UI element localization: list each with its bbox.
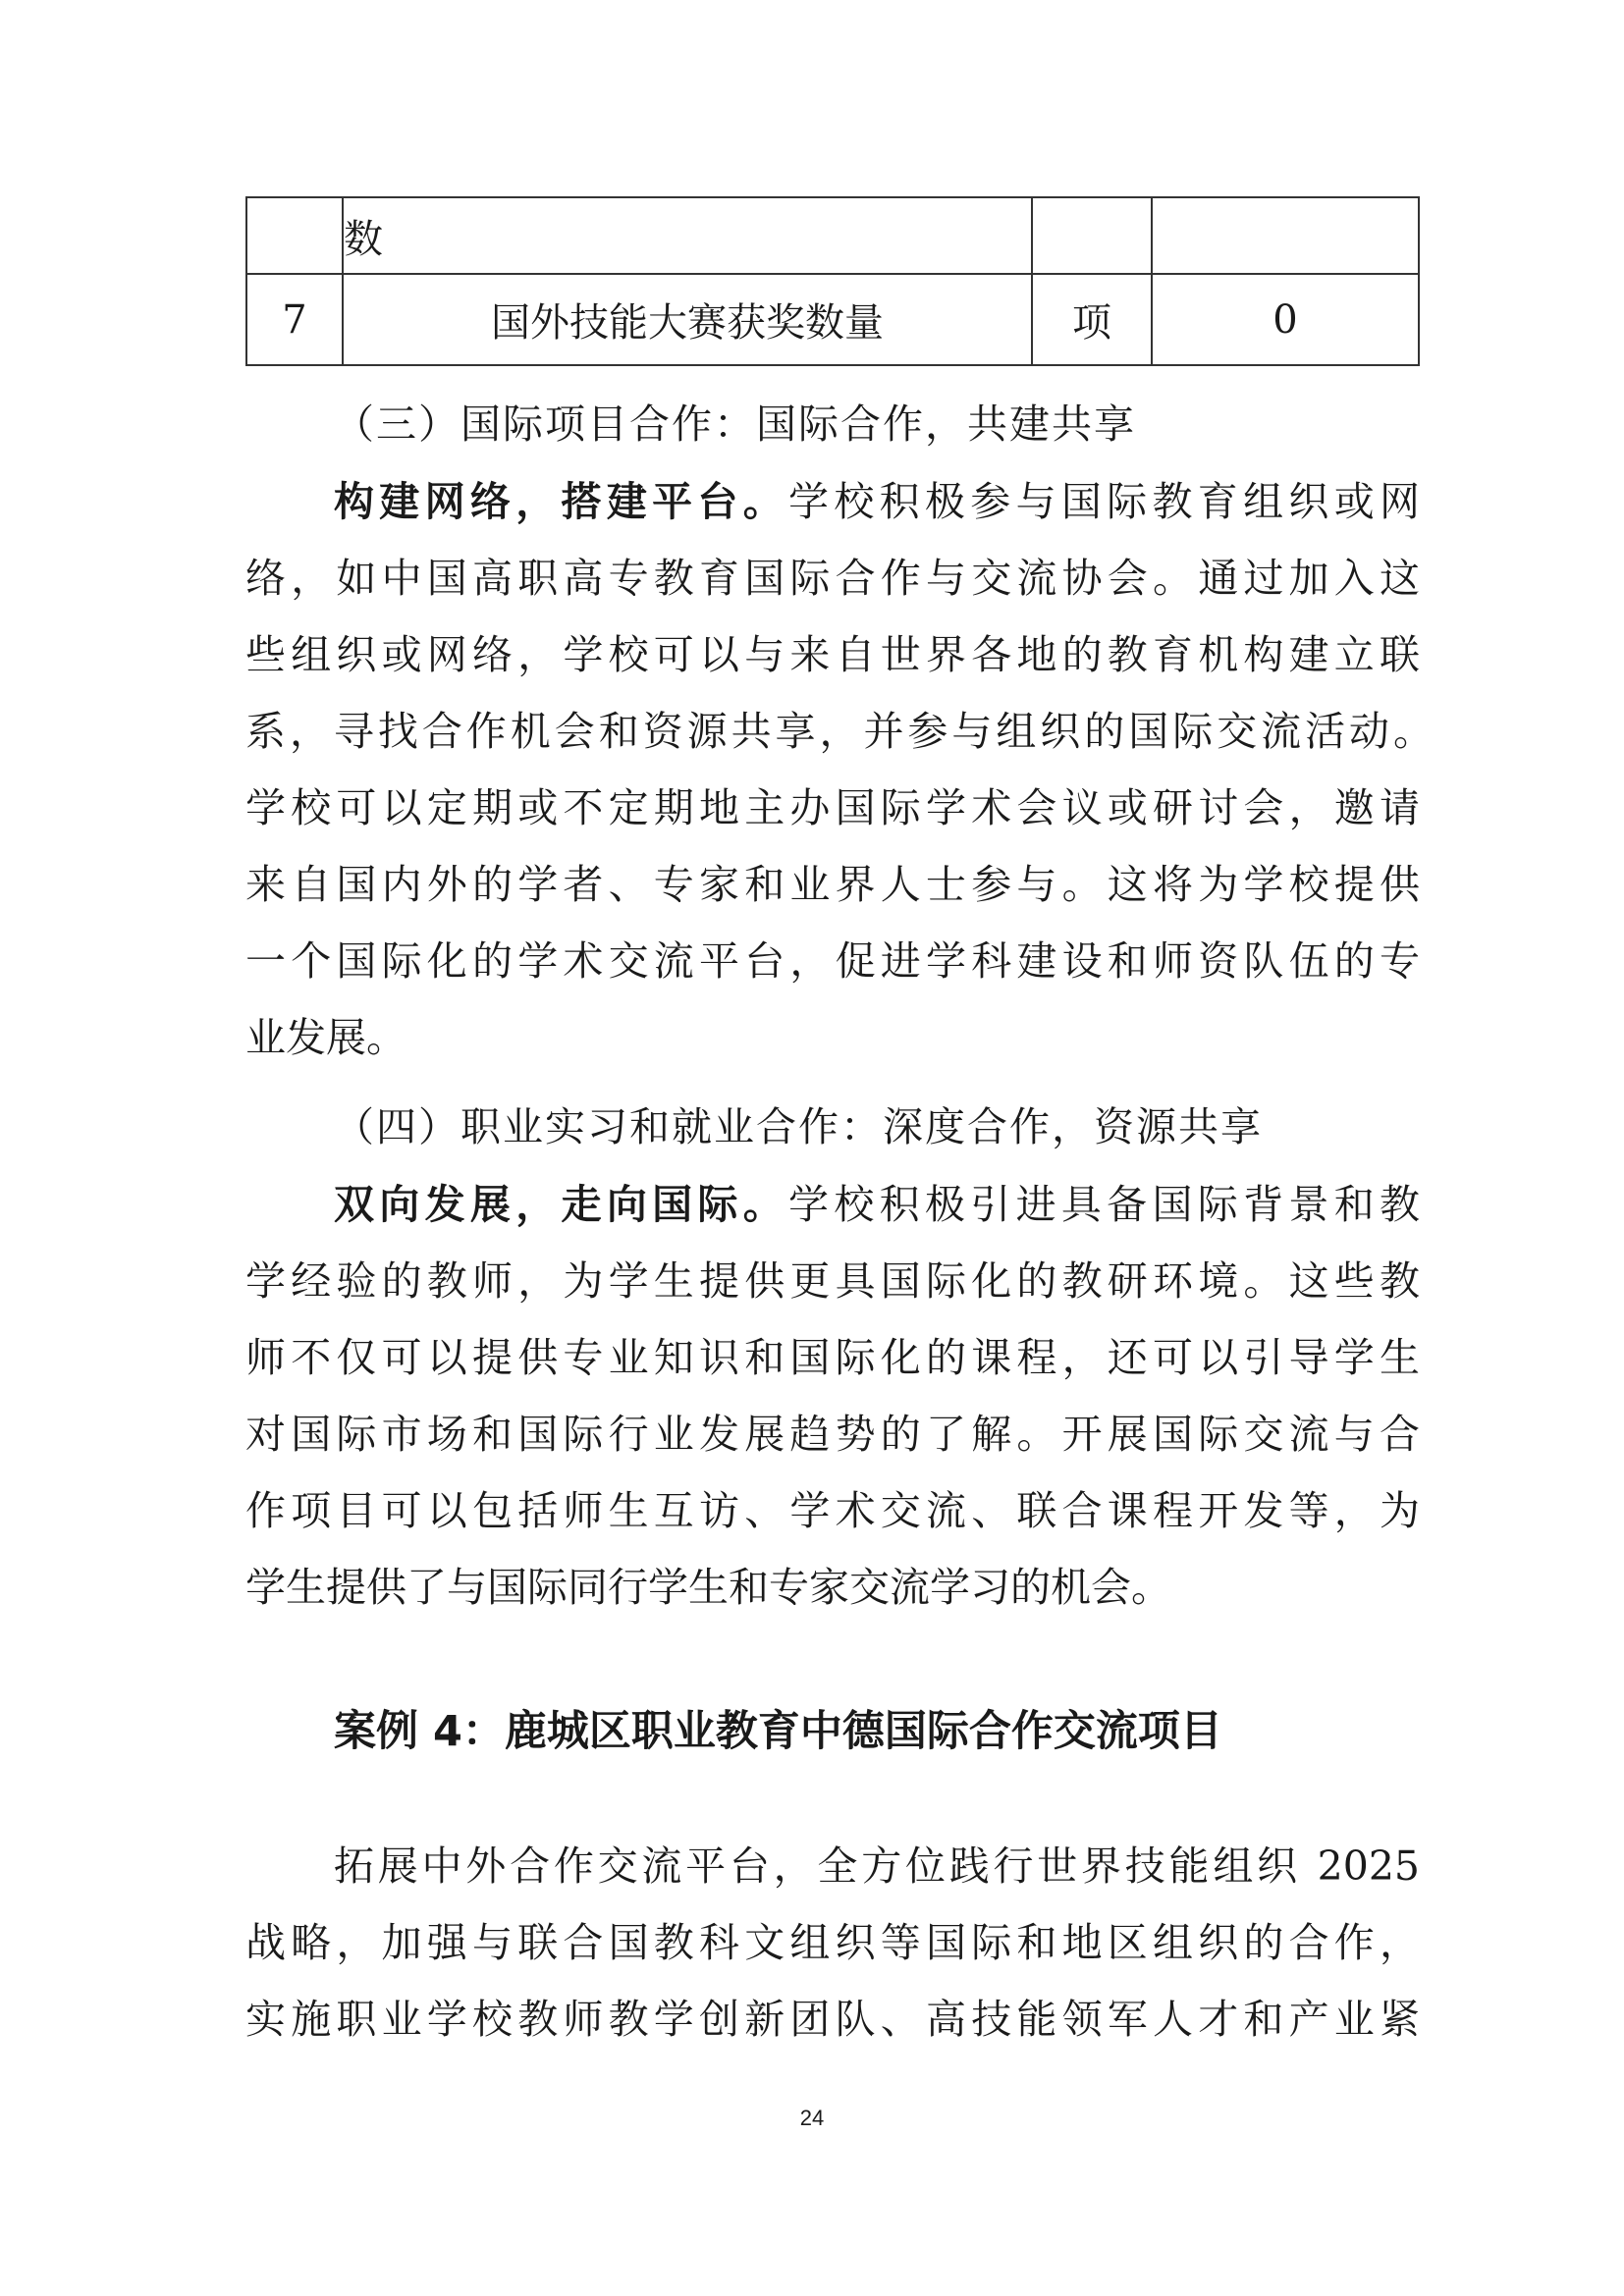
row-number-cell xyxy=(246,197,343,274)
paragraph-text: 学校积极引进具备国际背景和教 xyxy=(788,1181,1420,1228)
unit-cell: 项 xyxy=(1032,274,1152,365)
paragraph-line: 些组织或网络，学校可以与来自世界各地的教育机构建立联 xyxy=(245,631,1420,678)
paragraph-line: 一个国际化的学术交流平台，促进学科建设和师资队伍的专 xyxy=(245,937,1420,985)
unit-cell xyxy=(1032,197,1152,274)
paragraph-line: 学生提供了与国际同行学生和专家交流学习的机会。 xyxy=(245,1564,1171,1611)
indicator-name-cell: 国外技能大赛获奖数量 xyxy=(343,274,1032,365)
value-cell xyxy=(1152,197,1419,274)
paragraph-lead: 构建网络，搭建平台。 xyxy=(334,478,789,525)
paragraph-line: 对国际市场和国际行业发展趋势的了解。开展国际交流与合 xyxy=(245,1411,1420,1458)
paragraph-line: 战略，加强与联合国教科文组织等国际和地区组织的合作， xyxy=(245,1919,1420,1966)
paragraph-line: 拓展中外合作交流平台，全方位践行世界技能组织 2025 xyxy=(334,1842,1420,1890)
indicator-table xyxy=(245,196,1420,366)
page-number: 24 xyxy=(799,2106,825,2130)
paragraph-line: 络，如中国高职高专教育国际合作与交流协会。通过加入这 xyxy=(245,555,1420,602)
table-row xyxy=(246,274,1419,365)
paragraph-line: 实施职业学校教师教学创新团队、高技能领军人才和产业紧 xyxy=(245,1996,1420,2043)
case-title: 案例 4：鹿城区职业教育中德国际合作交流项目 xyxy=(334,1707,1222,1756)
paragraph-line xyxy=(334,1166,1420,1243)
section-heading: （四）职业实习和就业合作：深度合作，资源共享 xyxy=(334,1103,1263,1150)
table-row xyxy=(246,197,1419,274)
paragraph-line: 业发展。 xyxy=(245,1014,406,1061)
paragraph-line: 学经验的教师，为学生提供更具国际化的教研环境。这些教 xyxy=(245,1257,1420,1305)
value-cell: 0 xyxy=(1152,274,1419,365)
paragraph-line: 师不仅可以提供专业知识和国际化的课程，还可以引导学生 xyxy=(245,1334,1420,1381)
section-heading: （三）国际项目合作：国际合作，共建共享 xyxy=(334,400,1136,448)
row-number-cell: 7 xyxy=(246,274,343,365)
paragraph-lead: 双向发展，走向国际。 xyxy=(334,1181,789,1228)
paragraph-line: 作项目可以包括师生互访、学术交流、联合课程开发等，为 xyxy=(245,1487,1420,1534)
indicator-name-cell: 数 xyxy=(343,197,1032,274)
paragraph-line: 系，寻找合作机会和资源共享，并参与组织的国际交流活动。 xyxy=(245,708,1434,755)
paragraph-line: 学校可以定期或不定期地主办国际学术会议或研讨会，邀请 xyxy=(245,784,1420,831)
paragraph-text: 学校积极参与国际教育组织或网 xyxy=(788,478,1420,525)
paragraph-line: 来自国内外的学者、专家和业界人士参与。这将为学校提供 xyxy=(245,861,1420,908)
paragraph-line xyxy=(334,463,1420,540)
